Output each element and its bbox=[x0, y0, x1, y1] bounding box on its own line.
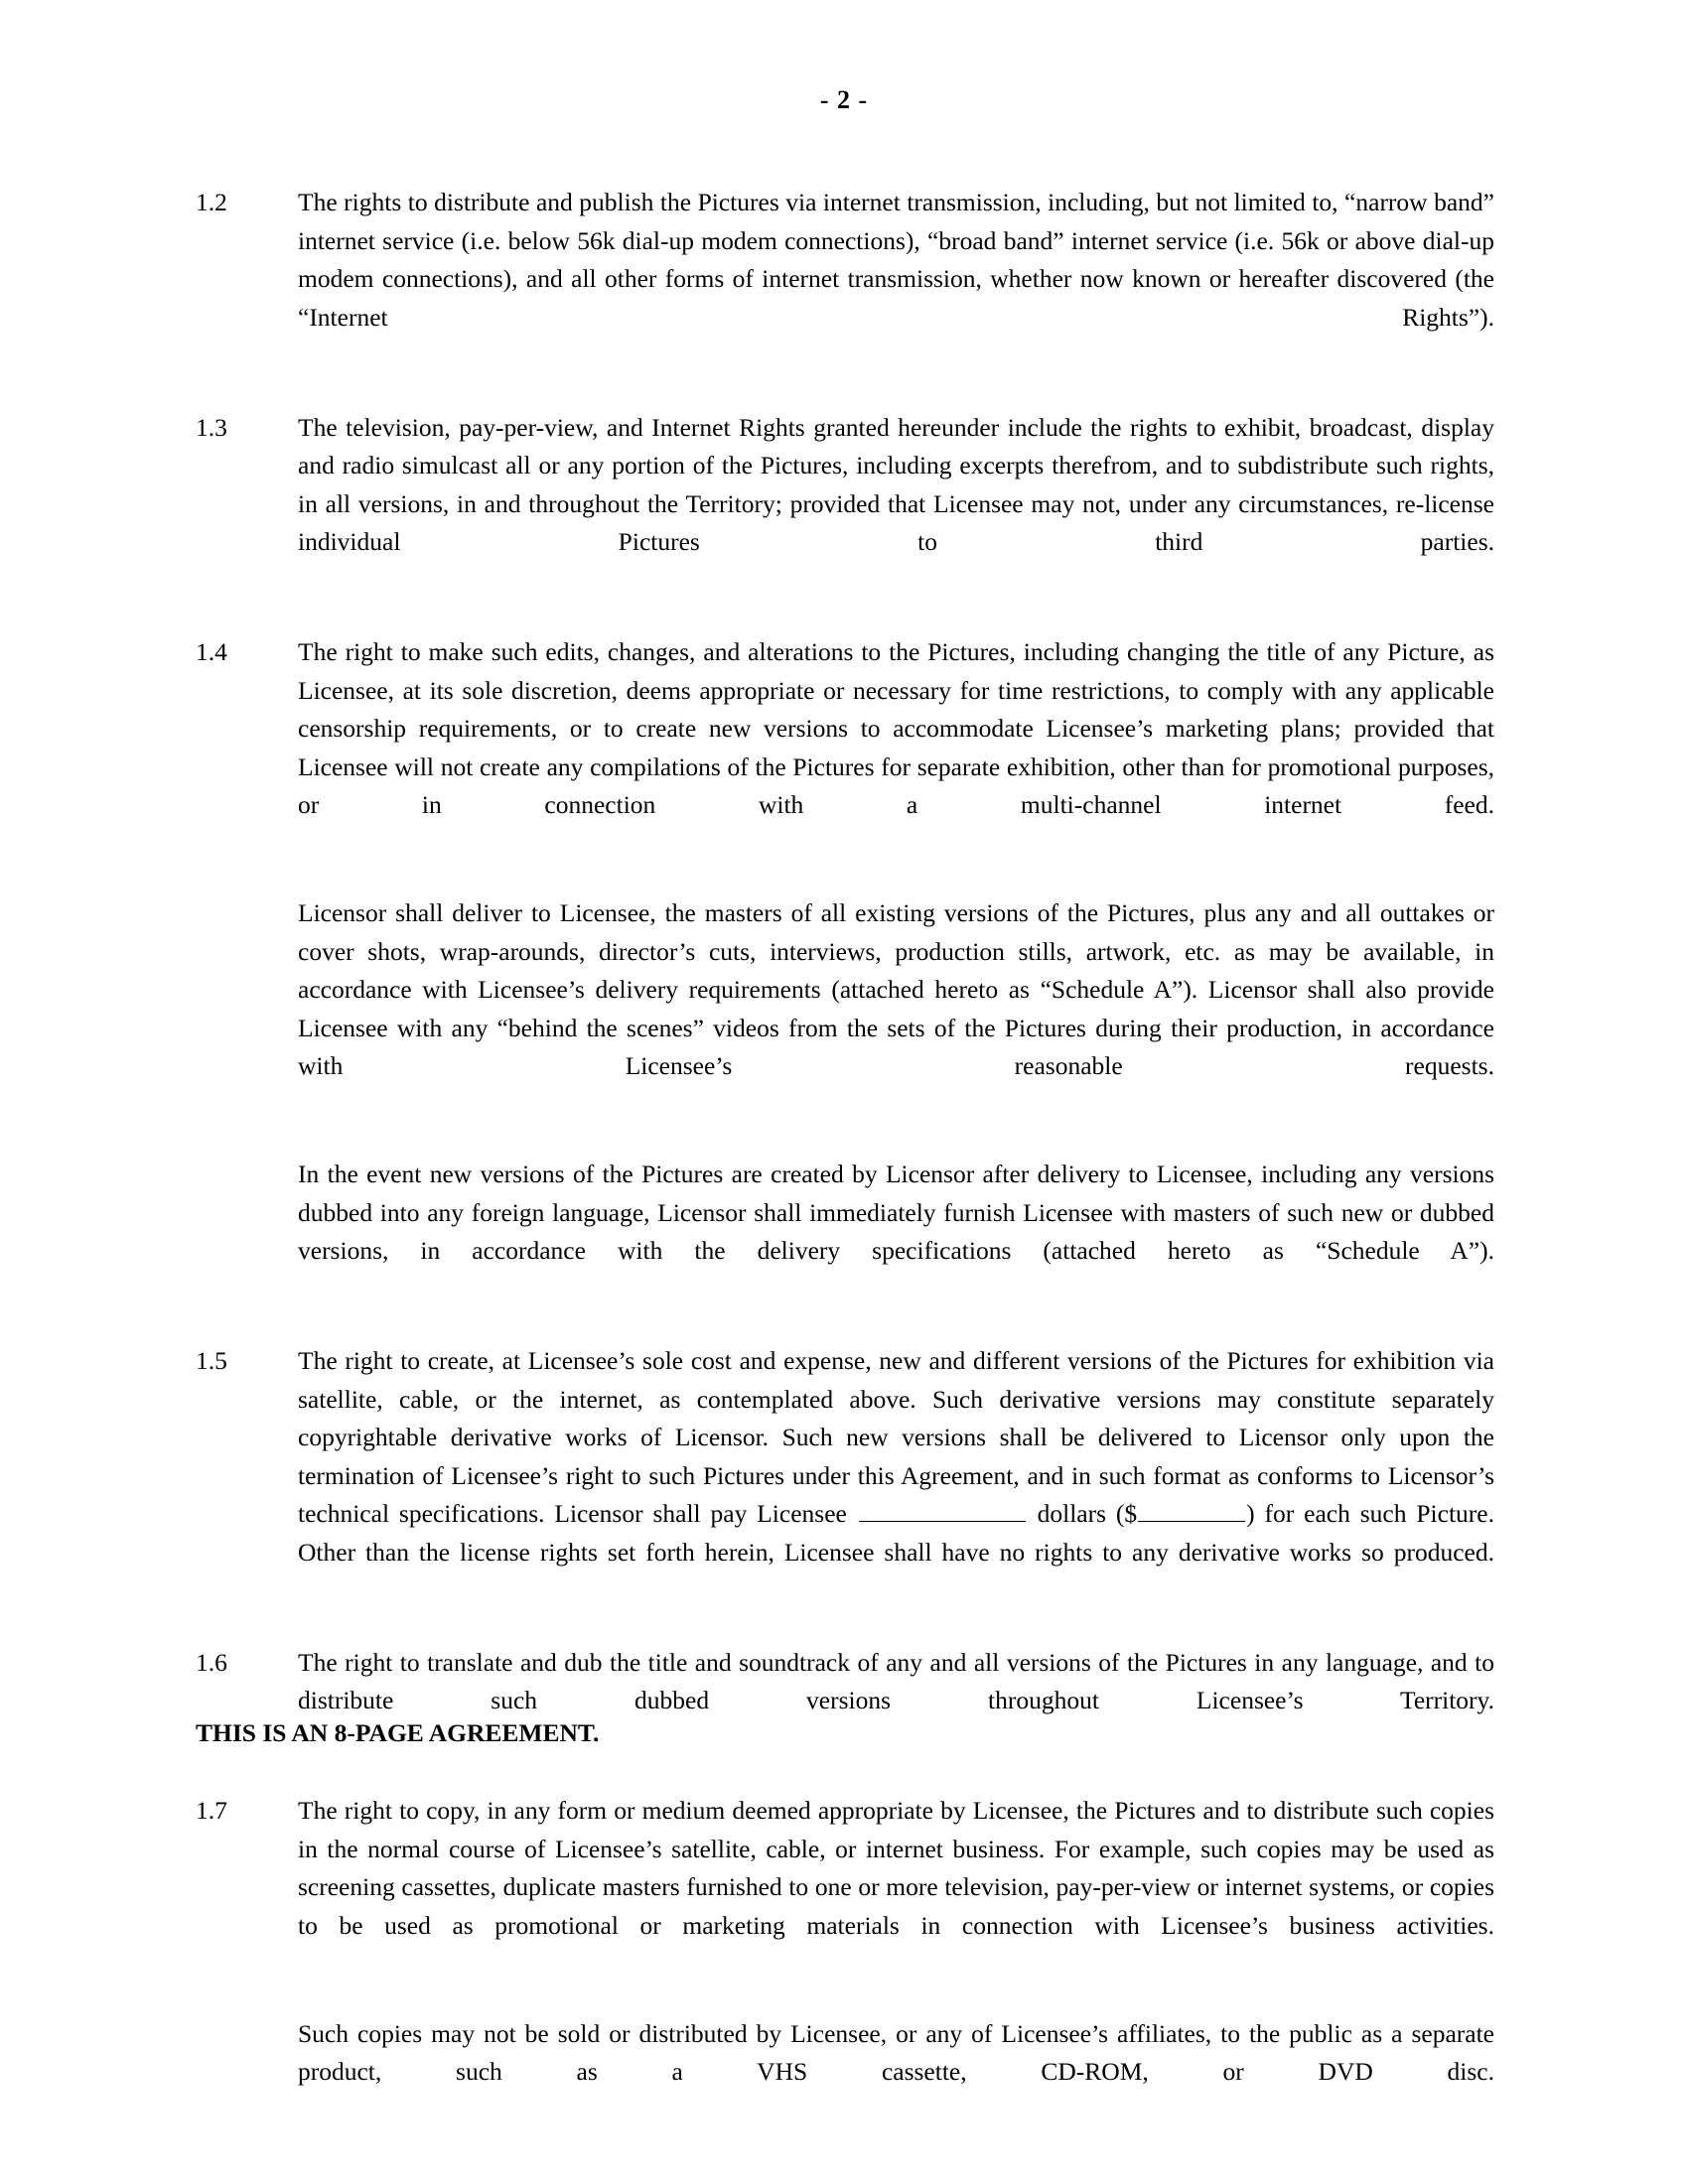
clause-body bbox=[298, 1342, 1494, 1610]
clause-text-before-blank: The right to create, at Licensee’s sole cost and expense, new and different versions of the Pictures for exhibition via satellite, cable, or the internet, as contemplated above. Such derivative versions may constitute separately copyrightable derivative works of Licensor. Such new versions shall be delivered to Licensor only upon the termination of Licensee’s right to such Pictures under this Agreement, and in such format as conforms to Licensor’s technical specifications. Licensor shall pay Licensee bbox=[298, 1346, 1494, 1528]
clause-1-5 bbox=[196, 1342, 1494, 1610]
clause-text-after-blank: ) for each such Picture. Other than the license rights set forth herein, Licensee shall have no rights to any derivative works so produced. bbox=[298, 1499, 1494, 1567]
clause-paragraph: The right to translate and dub the title and soundtrack of any and all versions of the Pictures in any language, and to distribute such dubbed versions throughout Licensee’s Territory. bbox=[298, 1647, 1494, 1714]
document-body bbox=[196, 184, 1494, 2163]
clause-number: 1.7 bbox=[196, 1796, 227, 1825]
clause-paragraph-new-versions: In the event new versions of the Pictures are created by Licensor after delivery to Licensee, including any versions dubbed into any foreign language, Licensor shall immediately furnish Licensee with masters of such new or dubbed versions, in accordance with the delivery specifications (attached hereto as “Schedule A”). bbox=[298, 1160, 1494, 1265]
clause-body bbox=[298, 409, 1494, 601]
clause-paragraph: The rights to distribute and publish the Pictures via internet transmission, including, but not limited to, “narrow band” internet service (i.e. below 56k dial-up modem connections), “broad band” internet service (i.e. 56k or above dial-up modem connections), and all other forms of internet transmission, whether now known or hereafter discovered (the “Internet Rights”). bbox=[298, 188, 1494, 332]
agreement-page-count-note: THIS IS AN 8-PAGE AGREEMENT. bbox=[196, 1718, 600, 1747]
clause-1-3 bbox=[196, 409, 1494, 601]
dollar-figure-blank-field[interactable] bbox=[1138, 1499, 1245, 1522]
clause-paragraph: The right to copy, in any form or medium deemed appropriate by Licensee, the Pictures and to distribute such copies in the normal course of Licensee’s satellite, cable, or internet business. For example, such copies may be used as screening cassettes, duplicate masters furnished to one or more television, pay-per-view or internet systems, or copies to be used as promotional or marketing materials in connection with Licensee’s business activities. bbox=[298, 1796, 1494, 1940]
clause-paragraph bbox=[298, 1342, 1494, 1610]
clause-1-7 bbox=[196, 1792, 1494, 2129]
clause-paragraph-restriction: Such copies may not be sold or distributed by Licensee, or any of Licensee’s affiliates, to the public as a separate product, such as a VHS cassette, CD-ROM, or DVD disc. bbox=[298, 2018, 1494, 2086]
clause-text-middle: dollars ($ bbox=[1027, 1499, 1138, 1528]
clause-paragraph: The right to make such edits, changes, and alterations to the Pictures, including changing the title of any Picture, as Licensee, at its sole discretion, deems appropriate or necessary for time restrictions, to comply with any applicable censorship requirements, or to create new versions to accommodate Licensee’s marketing plans; provided that Licensee will not create any compilations of the Pictures for separate exhibition, other than for promotional purposes, or in connection with a multi-channel internet feed. bbox=[298, 637, 1494, 819]
clause-number: 1.5 bbox=[196, 1346, 227, 1375]
clause-paragraph: The television, pay-per-view, and Internet Rights granted hereunder include the rights to exhibit, broadcast, display and radio simulcast all or any portion of the Pictures, including excerpts therefrom, and to subdistribute such rights, in all versions, in and throughout the Territory; provided that Licensee may not, under any circumstances, re-license individual Pictures to third parties. bbox=[298, 412, 1494, 556]
clause-paragraph-delivery: Licensor shall deliver to Licensee, the masters of all existing versions of the Pictures, plus any and all outtakes or cover shots, wrap-arounds, director’s cuts, interviews, production stills, artwork, etc. as may be available, in accordance with Licensee’s delivery requirements (attached hereto as “Schedule A”). Licensor shall also provide Licensee with any “behind the scenes” videos from the sets of the Pictures during their production, in accordance with Licensee’s reasonable requests. bbox=[298, 898, 1494, 1080]
clause-1-2 bbox=[196, 184, 1494, 375]
clause-number: 1.6 bbox=[196, 1647, 227, 1677]
clause-1-4 bbox=[196, 633, 1494, 1308]
page-number-header: - 2 - bbox=[819, 85, 869, 114]
clause-number: 1.3 bbox=[196, 412, 227, 442]
clause-number: 1.2 bbox=[196, 188, 227, 216]
clause-body bbox=[298, 1792, 1494, 2129]
clause-body bbox=[298, 633, 1494, 1308]
clause-body bbox=[298, 184, 1494, 375]
clause-number: 1.4 bbox=[196, 637, 227, 666]
dollars-amount-blank-field[interactable] bbox=[859, 1499, 1026, 1522]
